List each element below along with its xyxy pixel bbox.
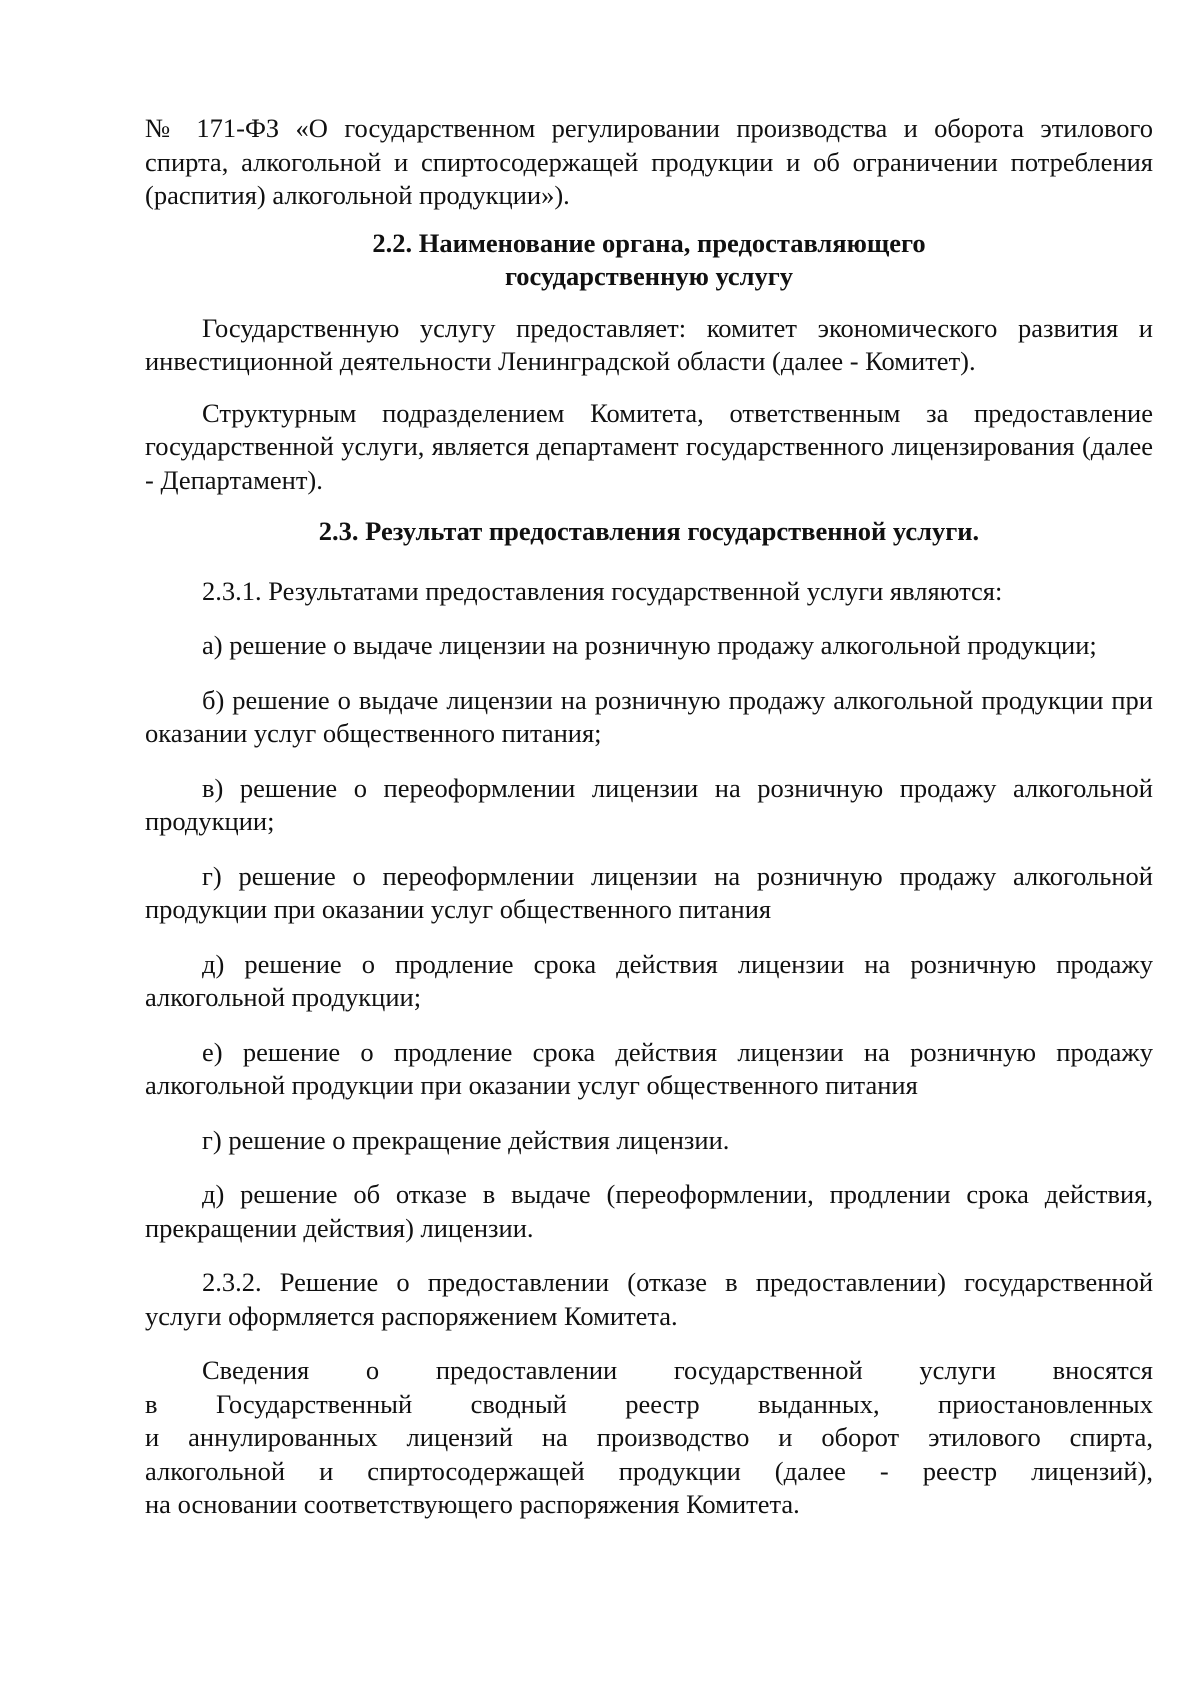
section-2-3-heading: 2.3. Результат предоставления государственной услуги. xyxy=(318,516,980,546)
section-2-2-paragraph-2: Структурным подразделением Комитета, ответственным за предоставление государственной услуги, является департамент государственного лицензирования (далее - Департамент). xyxy=(145,397,1153,495)
item-2-3-1: 2.3.1. Результатами предоставления государственной услуги являются: xyxy=(202,575,1003,606)
result-item-b: б) решение о выдаче лицензии на розничную продажу алкогольной продукции при оказании услуг общественного питания; xyxy=(145,684,1153,748)
registry-line-5: на основании соответствующего распоряжения Комитета. xyxy=(145,1489,800,1519)
result-item-d: д) решение о продление срока действия лицензии на розничную продажу алкогольной продукции; xyxy=(145,948,1153,1012)
registry-line-1: Сведения о предоставлении государственной услуги вносятся xyxy=(202,1355,1153,1385)
section-2-2-heading-line1: 2.2. Наименование органа, предоставляющего xyxy=(372,227,926,258)
document-page xyxy=(145,112,1153,1522)
result-item-g-2: г) решение о прекращение действия лицензии. xyxy=(202,1124,730,1155)
registry-line-4: алкогольной и спиртосодержащей продукции (далее - реестр лицензий), xyxy=(145,1455,1153,1486)
registry-line-2: в Государственный сводный реестр выданных, приостановленных xyxy=(145,1388,1153,1419)
intro-paragraph: № 171-ФЗ «О государственном регулировании производства и оборота этилового спирта, алкогольной и спиртосодержащей продукции и об ограничении потребления (распития) алкогольной продукции»). xyxy=(145,113,1153,210)
section-2-2-heading-line2: государственную услугу xyxy=(504,261,794,291)
result-item-g: г) решение о переоформлении лицензии на розничную продажу алкогольной продукции при оказании услуг общественного питания xyxy=(145,860,1153,924)
result-item-e: е) решение о продление срока действия лицензии на розничную продажу алкогольной продукции при оказании услуг общественного питания xyxy=(145,1036,1153,1100)
result-item-d-2: д) решение об отказе в выдаче (переоформлении, продлении срока действия, прекращении действия) лицензии. xyxy=(145,1179,1153,1243)
result-item-v: в) решение о переоформлении лицензии на розничную продажу алкогольной продукции; xyxy=(145,772,1153,836)
section-2-2-heading xyxy=(145,227,1153,294)
registry-line-3: и аннулированных лицензий на производство и оборот этилового спирта, xyxy=(145,1422,1153,1452)
registry-paragraph xyxy=(145,1354,1153,1522)
item-2-3-2: 2.3.2. Решение о предоставлении (отказе в предоставлении) государственной услуги оформляется распоряжением Комитета. xyxy=(145,1267,1153,1331)
section-2-2-paragraph-1: Государственную услугу предоставляет: комитет экономического развития и инвестиционной деятельности Ленинградской области (далее - Комитет). xyxy=(145,312,1153,376)
result-item-a: а) решение о выдаче лицензии на розничную продажу алкогольной продукции; xyxy=(202,630,1097,660)
